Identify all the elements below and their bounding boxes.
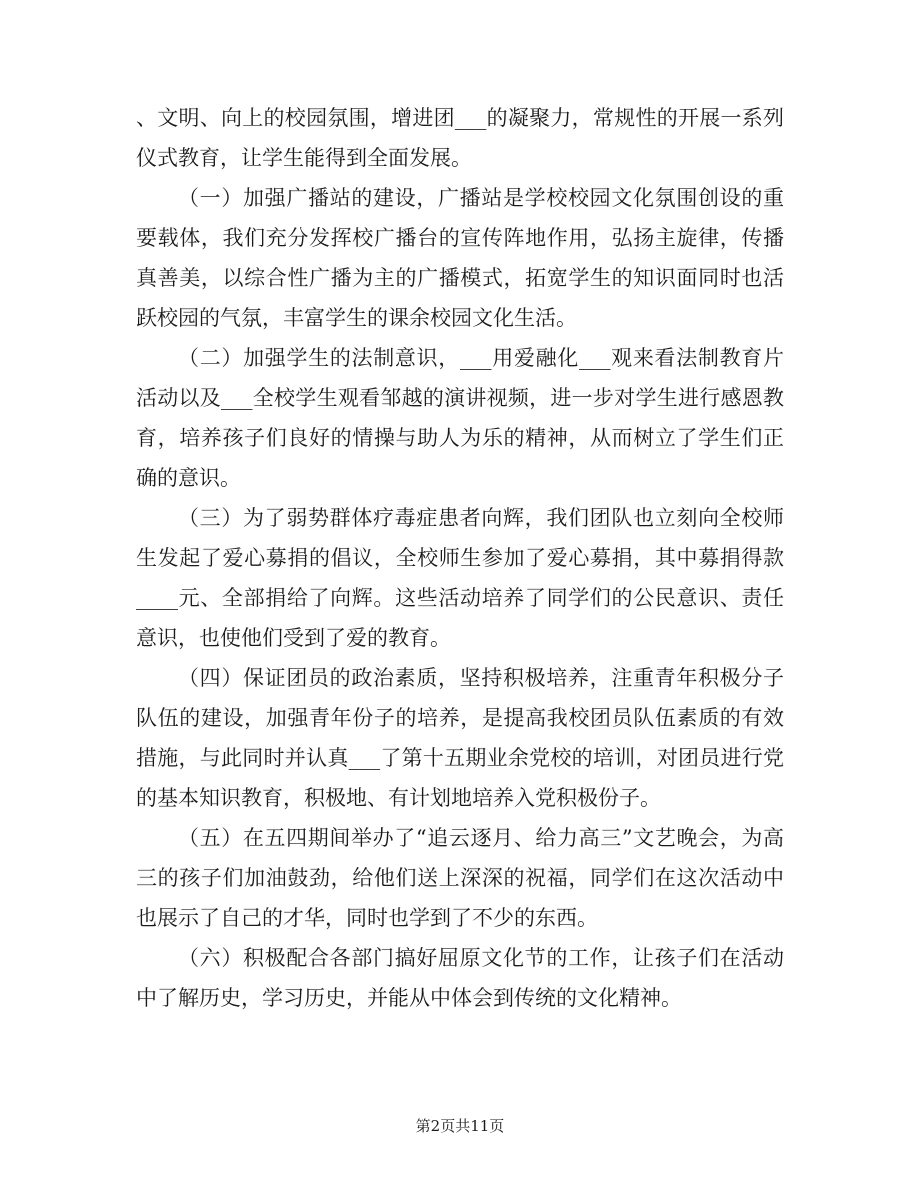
page-number-footer: 第2页共11页 — [415, 1117, 505, 1135]
paragraph-item-3: （三）为了弱势群体疗毒症患者向辉，我们团队也立刻向全校师生发起了爱心募捐的倡议，全校师生参加了爱心募捐，其中募捐得款____元、全部捐给了向辉。这些活动培养了同学们的公民意识、责任意识，也使他们受到了爱的教育。 — [136, 506, 784, 650]
paragraph-item-5: （五）在五四期间举办了“追云逐月、给力高三”文艺晚会，为高三的孩子们加油鼓劲，给他们送上深深的祝福，同学们在这次活动中也展示了自己的才华，同时也学到了不少的东西。 — [136, 826, 784, 930]
paragraph-item-1: （一）加强广播站的建设，广播站是学校校园文化氛围创设的重要载体，我们充分发挥校广播台的宣传阵地作用，弘扬主旋律，传播真善美，以综合性广播为主的广播模式，拓宽学生的知识面同时也活跃校园的气氛，丰富学生的课余校园文化生活。 — [136, 186, 784, 330]
paragraph-item-2: （二）加强学生的法制意识，___用爱融化___观来看法制教育片活动以及___全校学生观看邹越的演讲视频，进一步对学生进行感恩教育，培养孩子们良好的情操与助人为乐的精神，从而树立了学生们正确的意识。 — [136, 346, 784, 490]
document-body — [136, 98, 784, 1018]
paragraph-intro: 、文明、向上的校园氛围，增进团___的凝聚力，常规性的开展一系列仪式教育，让学生能得到全面发展。 — [136, 106, 784, 170]
paragraph-item-6: （六）积极配合各部门搞好屈原文化节的工作，让孩子们在活动中了解历史，学习历史，并能从中体会到传统的文化精神。 — [136, 946, 784, 1010]
paragraph-item-4: （四）保证团员的政治素质，坚持积极培养，注重青年积极分子队伍的建设，加强青年份子的培养，是提高我校团员队伍素质的有效措施，与此同时并认真___了第十五期业余党校的培训，对团员进行党的基本知识教育，积极地、有计划地培养入党积极份子。 — [136, 666, 784, 810]
